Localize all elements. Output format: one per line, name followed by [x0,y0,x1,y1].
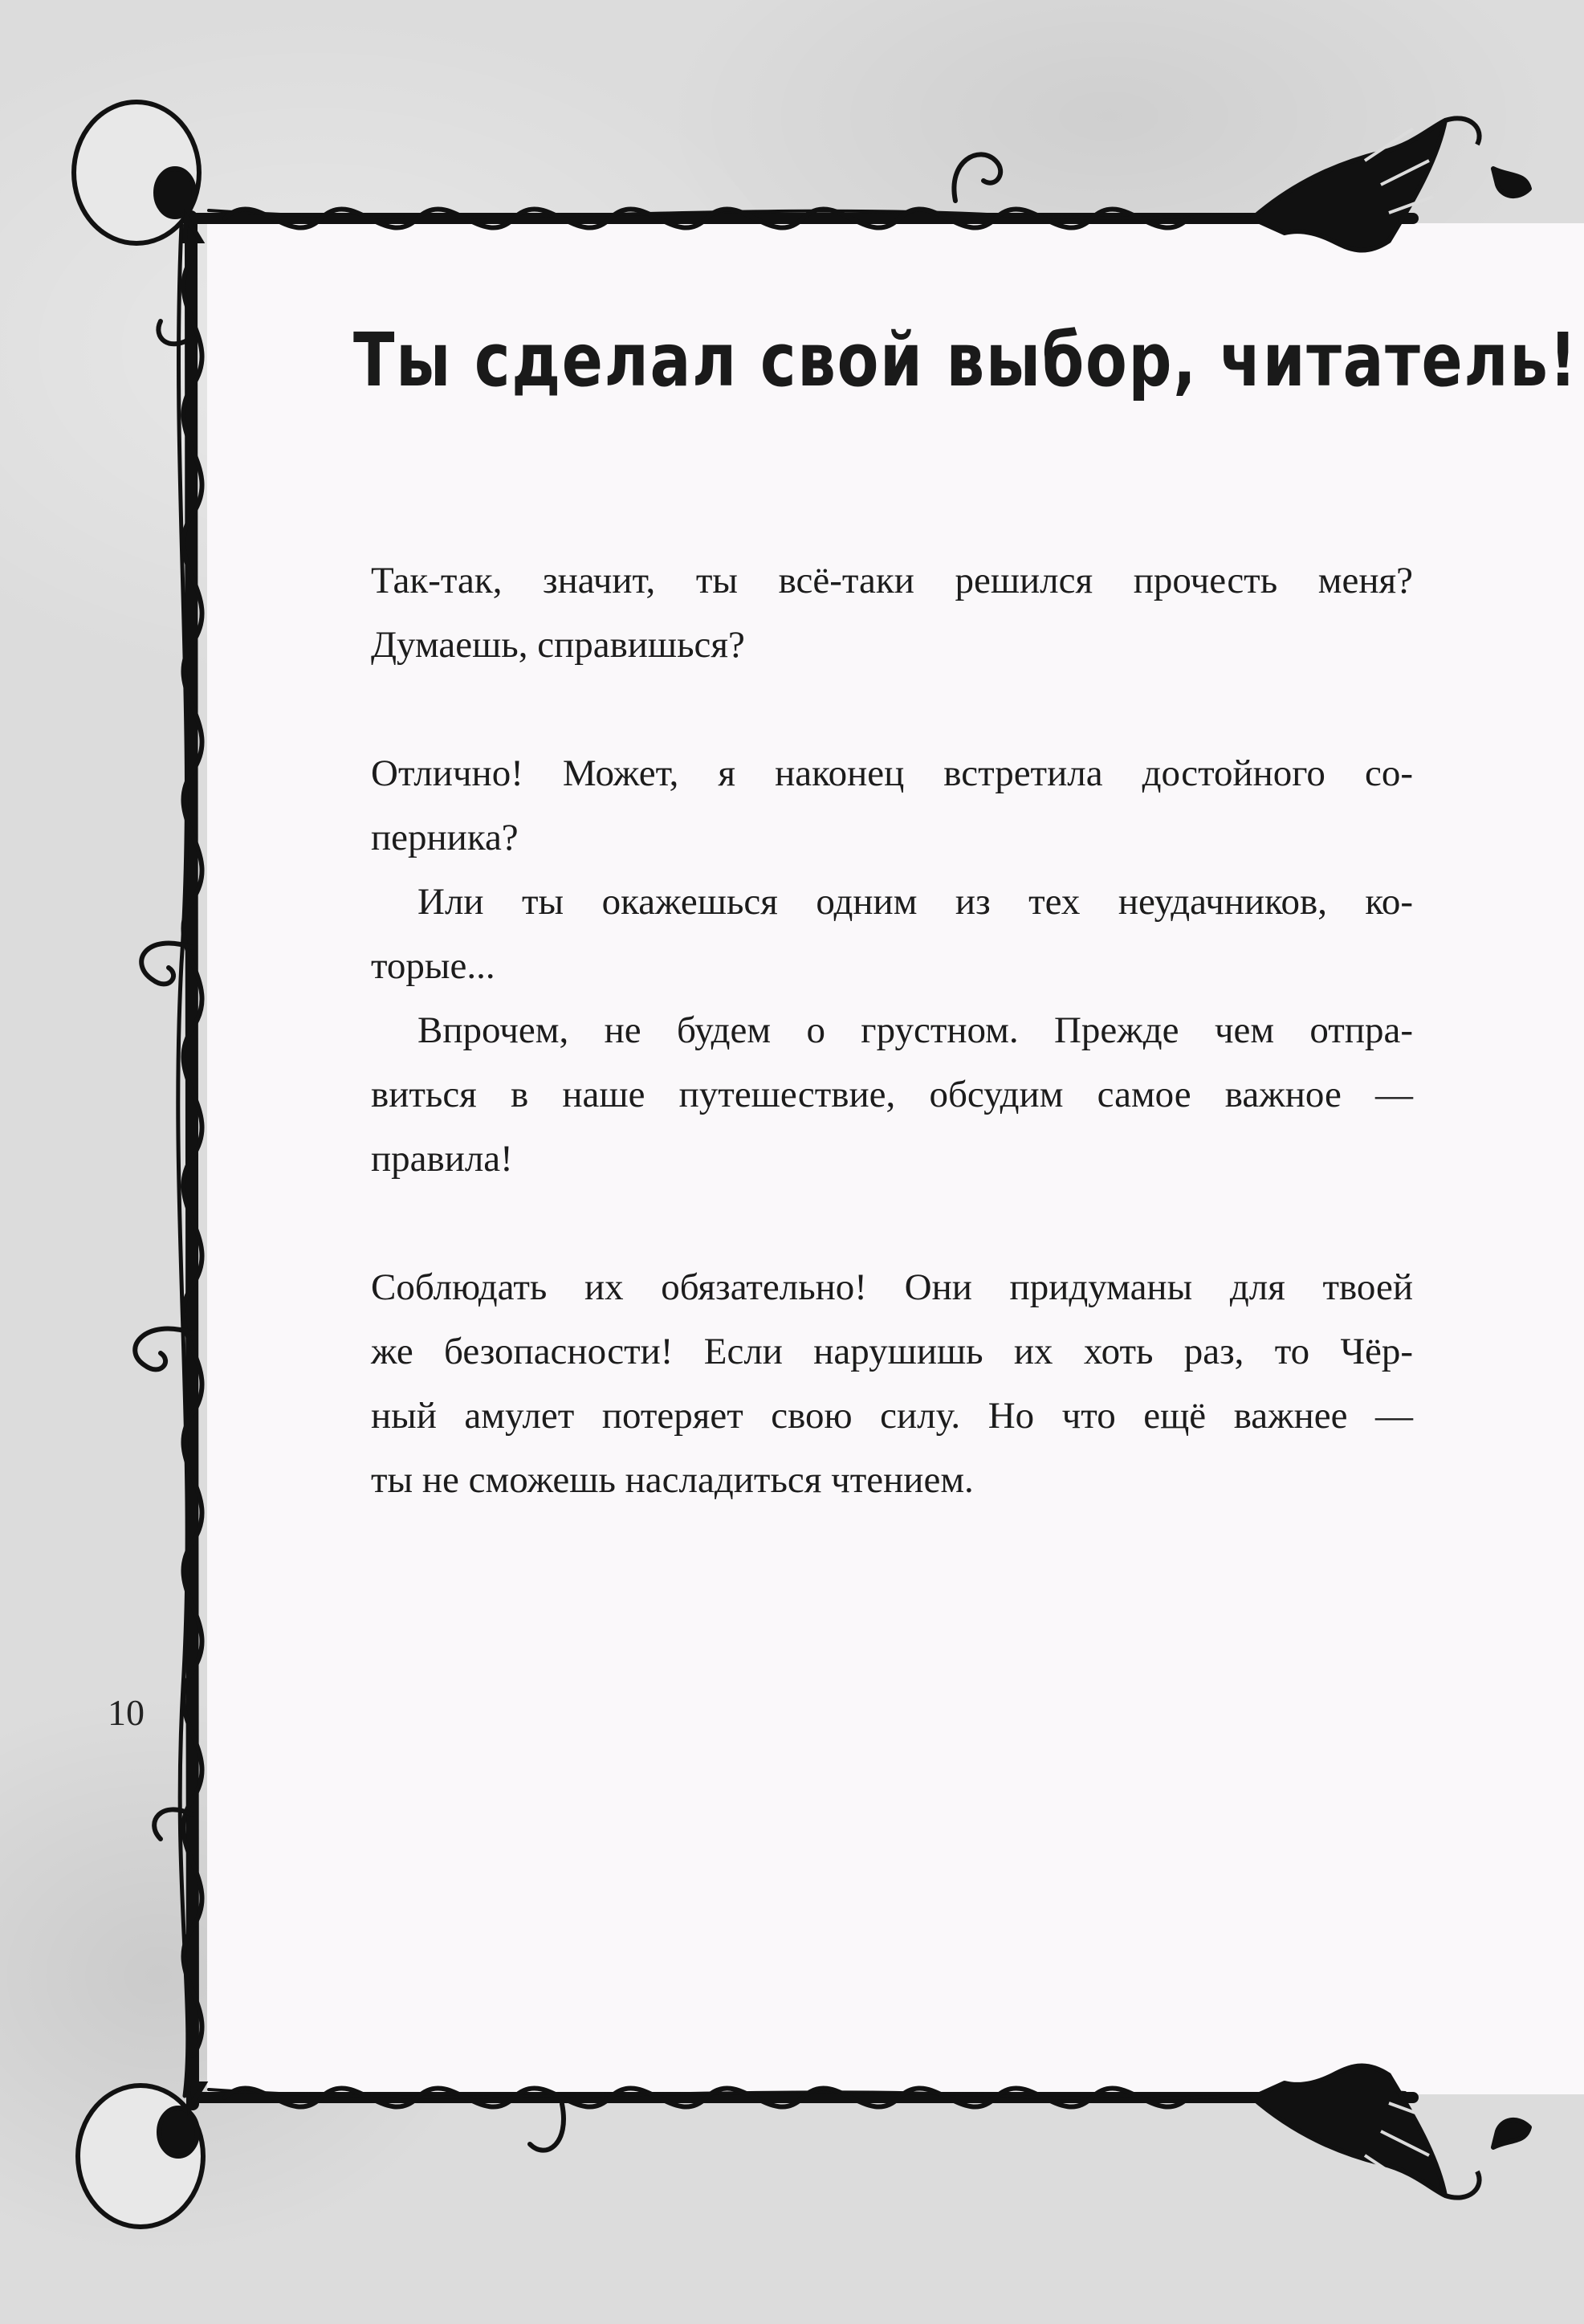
page-number: 10 [108,1692,145,1733]
bat-wing-top-right [1252,118,1529,250]
page-title: Ты сделал свой выбор, читатель! [353,317,1578,403]
text-line: же безопасности! Если нарушишь их хоть раз, то Чёр- [371,1331,1413,1372]
paragraph-gap [371,1191,1413,1255]
text-line: правила! [371,1138,513,1180]
skull-top-left [74,102,201,243]
text-line: виться в наше путешествие, обсудим самое важное — [371,1074,1413,1115]
bat-wing-bottom-right [1252,2065,1529,2197]
text-line: ный амулет потеряет свою силу. Но что ещё важнее — [371,1395,1413,1437]
skull-bottom-left [78,2084,204,2227]
text-line: Отлично! Может, я наконец встретила достойного со- [371,752,1413,794]
text-line: перника? [371,817,519,858]
text-line: Или ты окажешься одним из тех неудачников, ко- [417,881,1413,923]
text-line: Думаешь, справишься? [371,624,745,666]
text-line: ты не сможешь насладиться чтением. [371,1459,974,1501]
paragraph-gap [371,677,1413,741]
text-line: торые... [371,945,495,987]
body-text [371,548,1413,1512]
text-line: Так-так, значит, ты всё-таки решился прочесть меня? [371,560,1413,601]
text-line: Впрочем, не будем о грустном. Прежде чем отпра- [417,1009,1413,1051]
text-line: Соблюдать их обязательно! Они придуманы для твоей [371,1266,1413,1308]
